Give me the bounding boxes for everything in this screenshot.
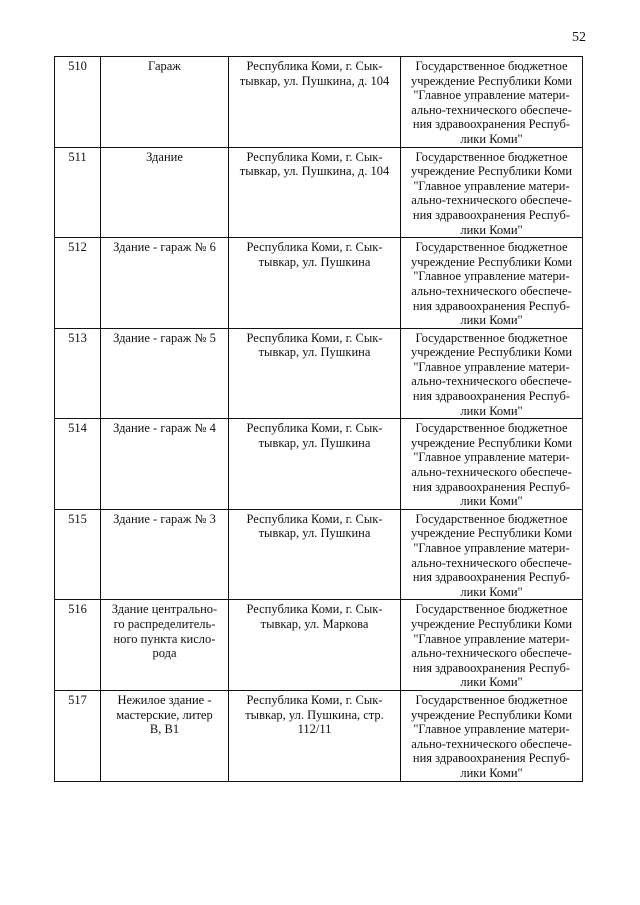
holder-cell: Государственное бюджетное учреждение Республики Коми "Главное управление матери- ально-технического обеспече- ния здравоохранения Респуб- лики Коми"	[401, 419, 583, 510]
object-name-cell: Здание	[101, 147, 229, 238]
address-cell: Республика Коми, г. Сык- тывкар, ул. Маркова	[229, 600, 401, 691]
address-cell: Республика Коми, г. Сык- тывкар, ул. Пушкина, д. 104	[229, 57, 401, 148]
holder-cell: Государственное бюджетное учреждение Республики Коми "Главное управление матери- ально-технического обеспече- ния здравоохранения Респуб- лики Коми"	[401, 600, 583, 691]
object-name-cell: Здание центрально- го распределитель- ного пункта кисло- рода	[101, 600, 229, 691]
table-row	[55, 509, 583, 600]
table-row	[55, 600, 583, 691]
table-row	[55, 690, 583, 781]
address-cell: Республика Коми, г. Сык- тывкар, ул. Пушкина	[229, 328, 401, 419]
table-row	[55, 328, 583, 419]
row-number-cell: 514	[55, 419, 101, 510]
holder-cell: Государственное бюджетное учреждение Республики Коми "Главное управление матери- ально-технического обеспече- ния здравоохранения Респуб- лики Коми"	[401, 57, 583, 148]
row-number-cell: 516	[55, 600, 101, 691]
object-name-cell: Здание - гараж № 5	[101, 328, 229, 419]
holder-cell: Государственное бюджетное учреждение Республики Коми "Главное управление матери- ально-технического обеспече- ния здравоохранения Респуб- лики Коми"	[401, 238, 583, 329]
object-name-cell: Здание - гараж № 6	[101, 238, 229, 329]
address-cell: Республика Коми, г. Сык- тывкар, ул. Пушкина	[229, 419, 401, 510]
table-row	[55, 57, 583, 148]
object-name-cell: Здание - гараж № 4	[101, 419, 229, 510]
row-number-cell: 515	[55, 509, 101, 600]
address-cell: Республика Коми, г. Сык- тывкар, ул. Пушкина	[229, 509, 401, 600]
address-cell: Республика Коми, г. Сык- тывкар, ул. Пушкина, д. 104	[229, 147, 401, 238]
row-number-cell: 511	[55, 147, 101, 238]
row-number-cell: 510	[55, 57, 101, 148]
object-name-cell: Здание - гараж № 3	[101, 509, 229, 600]
holder-cell: Государственное бюджетное учреждение Республики Коми "Главное управление матери- ально-технического обеспече- ния здравоохранения Респуб- лики Коми"	[401, 690, 583, 781]
holder-cell: Государственное бюджетное учреждение Республики Коми "Главное управление матери- ально-технического обеспече- ния здравоохранения Респуб- лики Коми"	[401, 328, 583, 419]
address-cell: Республика Коми, г. Сык- тывкар, ул. Пушкина	[229, 238, 401, 329]
row-number-cell: 512	[55, 238, 101, 329]
row-number-cell: 513	[55, 328, 101, 419]
table-row	[55, 147, 583, 238]
table-row	[55, 238, 583, 329]
object-name-cell: Гараж	[101, 57, 229, 148]
holder-cell: Государственное бюджетное учреждение Республики Коми "Главное управление матери- ально-технического обеспече- ния здравоохранения Респуб- лики Коми"	[401, 147, 583, 238]
page-number: 52	[572, 30, 586, 45]
property-registry-table	[54, 56, 583, 782]
object-name-cell: Нежилое здание - мастерские, литер В, В1	[101, 690, 229, 781]
holder-cell: Государственное бюджетное учреждение Республики Коми "Главное управление матери- ально-технического обеспече- ния здравоохранения Респуб- лики Коми"	[401, 509, 583, 600]
table-row	[55, 419, 583, 510]
address-cell: Республика Коми, г. Сык- тывкар, ул. Пушкина, стр. 112/11	[229, 690, 401, 781]
row-number-cell: 517	[55, 690, 101, 781]
